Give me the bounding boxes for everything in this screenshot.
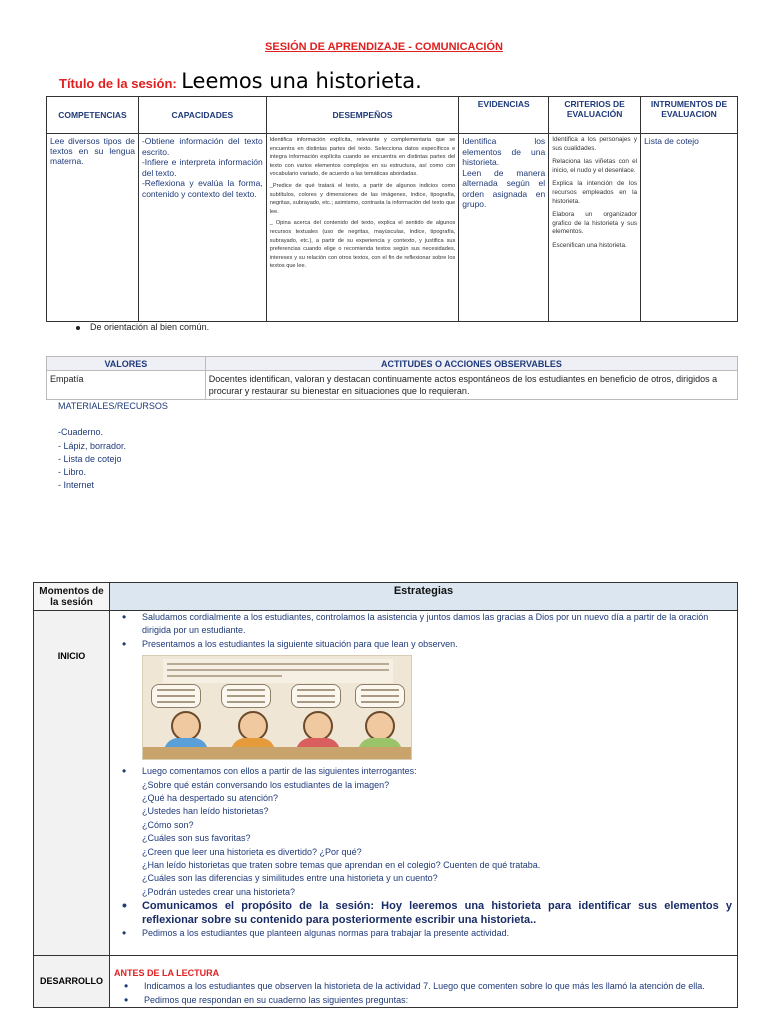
header-capacidades: CAPACIDADES <box>138 97 266 134</box>
session-purpose: • Comunicamos el propósito de la sesión: Hoy leeremos una historieta para identificar sus elementos y reflexionar sobre su contenido para posteriormente escribir una historieta.. <box>122 899 732 927</box>
cell-competencias: Lee diversos tipos de textos en su lengua materna. <box>47 134 139 322</box>
header-criterios: CRITERIOS DE EVALUACIÓN <box>549 97 641 134</box>
question: ¿Sobre qué están conversando los estudiantes de la imagen? <box>141 779 390 790</box>
desempeno-1: Identifica información explícita, relevante y complementaria que se encuentra en distintas partes del texto. Selecciona datos específicos e integra información explícita cuando se encuentra en distintas partes del texto con varios elementos complejos en su estructura, así como con vocabulario variado, de acuerdo a las temáticas abordadas. <box>269 137 456 178</box>
header-estrategias: Estrategias <box>109 583 737 611</box>
list-item: • Presentamos a los estudiantes la siguiente situación para que lean y observen. <box>122 638 732 651</box>
session-title-label: Título de la sesión: <box>59 76 177 91</box>
material-item: - Lápiz, borrador. <box>58 440 127 451</box>
desempeno-2: _Predice de qué tratará el texto, a partir de algunos indicios como subtítulos, colores y dimensiones de las imágenes, índice, tipografía, negritas, subrayado, etc.; asimismo, contrasta la información del texto que lee. <box>269 182 456 215</box>
criterio-3: Explica la intención de los recursos empleados en la historieta. <box>552 180 638 205</box>
header-desempenos: DESEMPEÑOS <box>266 97 459 134</box>
inicio-content <box>109 611 737 956</box>
question: ¿Ustedes han leído historietas? <box>141 806 269 817</box>
material-item: - Lista de cotejo <box>58 453 122 464</box>
focus-bullet-text: De orientación al bien común. <box>90 322 210 332</box>
list-item: • Saludamos cordialmente a los estudiantes, controlamos la asistencia y juntos damos las gracias a Dios por un nuevo día a partir de la oración dirigida por un estudiante. <box>122 611 732 638</box>
question: ¿Podrán ustedes crear una historieta? <box>141 886 296 897</box>
session-title-row <box>59 69 422 93</box>
materials-section <box>58 400 168 493</box>
material-item: - Libro. <box>58 467 87 478</box>
header-valores: VALORES <box>47 357 206 371</box>
criterio-2: Relaciona las viñetas con el inicio, el nudo y el desenlace. <box>552 158 638 174</box>
phase-inicio: INICIO <box>34 611 110 956</box>
phase-desarrollo: DESARROLLO <box>34 955 110 1007</box>
header-actitudes: ACTITUDES O ACCIONES OBSERVABLES <box>205 357 737 371</box>
list-item: • Pedimos que respondan en su cuaderno las siguientes preguntas: <box>124 994 732 1007</box>
materials-heading: MATERIALES/RECURSOS <box>58 401 168 411</box>
header-instrumentos: INTRUMENTOS DE EVALUACION <box>641 97 738 134</box>
values-table <box>46 356 738 400</box>
material-item: - Internet <box>58 480 95 491</box>
criterio-1: Identifica a los personajes y sus cualidades. <box>552 136 638 152</box>
cell-criterios <box>549 134 641 322</box>
desempeno-3: _ Opina acerca del contenido del texto, explica el sentido de algunos recursos textuales (uso de negritas, mayúsculas, índice, tipografía, subrayado, etc.), a partir de su experiencia y contexto, y justifica sus preferencias cuando elige o recomienda textos según sus necesidades, intereses y su relación con otros textos, con el fin de reflexionar sobre los textos que lee. <box>269 220 456 270</box>
criterio-5: Escenifican una historieta. <box>552 241 627 249</box>
question: ¿Cómo son? <box>141 819 194 830</box>
strategy-table <box>33 582 738 1008</box>
competency-table <box>46 96 738 322</box>
cell-actitud: Docentes identifican, valoran y destacan continuamente actos espontáneos de los estudiantes en beneficio de otros, dirigidos a procurar y restaurar su bienestar en situaciones que lo requieran. <box>205 371 737 400</box>
cell-valor: Empatía <box>47 371 206 400</box>
header-momentos: Momentos de la sesión <box>34 583 110 611</box>
comic-illustration <box>142 655 412 760</box>
document-title: SESIÓN DE APRENDIZAJE - COMUNICACIÓN <box>265 41 503 53</box>
question: ¿Cuáles son sus favoritas? <box>141 833 251 844</box>
criterio-4: Elabora un organizador grafico de la historieta y sus elementos. <box>552 211 638 236</box>
question: ¿Creen que leer una historieta es divertido? ¿Por qué? <box>141 846 362 857</box>
antes-lectura-heading: ANTES DE LA LECTURA <box>113 967 220 978</box>
question: ¿Qué ha despertado su atención? <box>141 793 279 804</box>
cell-evidencias: Identifica los elementos de una historieta. Leen de manera alternada según el orden asignada en grupo. <box>459 134 549 322</box>
bullet-icon <box>76 326 80 330</box>
question: ¿Han leído historietas que traten sobre temas que aprendan en el colegio? Cuenten de qué trataba. <box>141 860 541 871</box>
questions-list <box>122 779 732 900</box>
cell-capacidades: -Obtiene información del texto escrito. -Infiere e interpreta información del texto. -Reflexiona y evalúa la forma, contenido y contexto del texto. <box>138 134 266 322</box>
list-item: • Luego comentamos con ellos a partir de las siguientes interrogantes: <box>122 765 732 778</box>
list-item: • Indicamos a los estudiantes que observen la historieta de la actividad 7. Luego que comenten sobre lo que más les llamó la atención de ella. <box>124 980 732 993</box>
focus-bullet <box>76 322 209 332</box>
list-item: • Pedimos a los estudiantes que planteen algunas normas para trabajar la presente actividad. <box>122 927 732 940</box>
session-title-value: Leemos una historieta. <box>181 69 422 93</box>
header-evidencias: EVIDENCIAS <box>459 97 549 134</box>
desarrollo-content <box>109 955 737 1007</box>
cell-instrumentos: Lista de cotejo <box>641 134 738 322</box>
material-item: -Cuaderno. <box>58 427 104 438</box>
question: ¿Cuáles son las diferencias y similitudes entre una historieta y un cuento? <box>141 873 438 884</box>
cell-desempenos <box>266 134 459 322</box>
header-competencias: COMPETENCIAS <box>47 97 139 134</box>
